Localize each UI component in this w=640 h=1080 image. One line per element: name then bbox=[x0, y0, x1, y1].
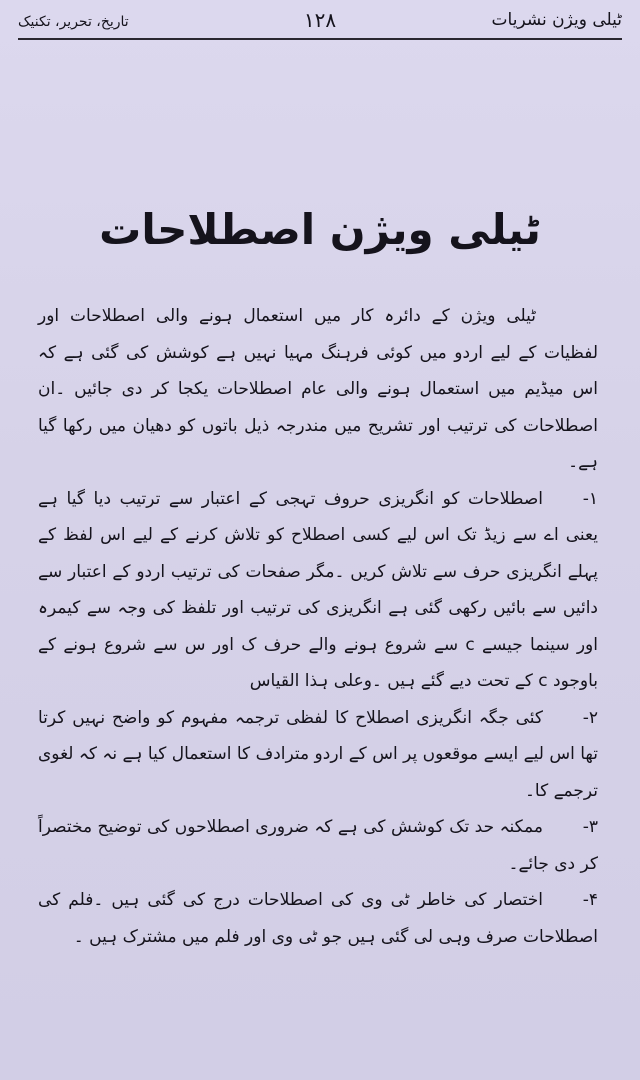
list-item bbox=[38, 809, 598, 882]
intro-paragraph: ٹیلی ویژن کے دائرہ کار میں استعمال ہونے والی اصطلاحات اور لفظیات کے لیے اردو میں کوئی فرہنگ مہیا نہیں ہے کوشش کی گئی ہے کہ اس میڈیم میں استعمال ہونے والی عام اصطلاحات یکجا کر دی جائیں ۔ان اصطلاحات کی ترتیب اور تشریح میں مندرجہ ذیل باتوں کو دھیان میں رکھا گیا ہے۔ bbox=[38, 306, 598, 472]
list-item-text: اصطلاحات کو انگریزی حروف تہجی کے اعتبار سے ترتیب دیا گیا ہے یعنی اے سے زیڈ تک اس لیے کسی اصطلاح کو تلاش کرنے کے لیے اس لفظ کے پہلے انگریزی حرف سے تلاش کریں ۔مگر صفحات کی ترتیب اردو کے اعتبار سے دائیں سے بائیں رکھی گئی ہے انگریزی کی ترتیب اور تلفظ کی وجہ سے کیمرہ اور سینما جیسے c سے شروع ہونے والے حرف ک اور س سے شروع ہونے کے باوجود c کے تحت دیے گئے ہیں ۔وعلی ہذا القیاس bbox=[38, 488, 598, 691]
list-item-number: ۲- bbox=[582, 707, 598, 728]
list-item-number: ۴- bbox=[582, 890, 598, 910]
list-item bbox=[38, 882, 598, 955]
list-item-text: ممکنہ حد تک کوشش کی ہے کہ ضروری اصطلاحوں کی توضیح مختصراً کر دی جائے۔ bbox=[38, 817, 598, 874]
chapter-body bbox=[38, 298, 598, 955]
list-item bbox=[38, 481, 598, 700]
list-item-text: اختصار کی خاطر ٹی وی کی اصطلاحات درج کی گئی ہیں ۔فلم کی اصطلاحات صرف وہی لی گئی ہیں جو ٹی وی اور فلم میں مشترک ہیں ۔ bbox=[38, 890, 598, 947]
list-item-text: کئی جگہ انگریزی اصطلاح کا لفظی ترجمہ مفہوم کو واضح نہیں کرتا تھا اس لیے ایسے موقعوں پر اس کے اردو مترادف کا استعمال کیا ہے نہ کہ لغوی ترجمے کا۔ bbox=[38, 707, 598, 801]
list-item bbox=[38, 700, 598, 810]
list-item-number: ۱- bbox=[582, 488, 598, 509]
list-item-number: ۳- bbox=[582, 817, 598, 837]
header-section: تاریخ، تحریر، تکنیک bbox=[18, 14, 129, 30]
header-page-number: ۱۲۸ bbox=[303, 8, 337, 32]
running-header bbox=[18, 8, 622, 40]
chapter-title: ٹیلی ویژن اصطلاحات bbox=[99, 205, 541, 254]
header-book-title: ٹیلی ویژن نشریات bbox=[491, 10, 622, 30]
